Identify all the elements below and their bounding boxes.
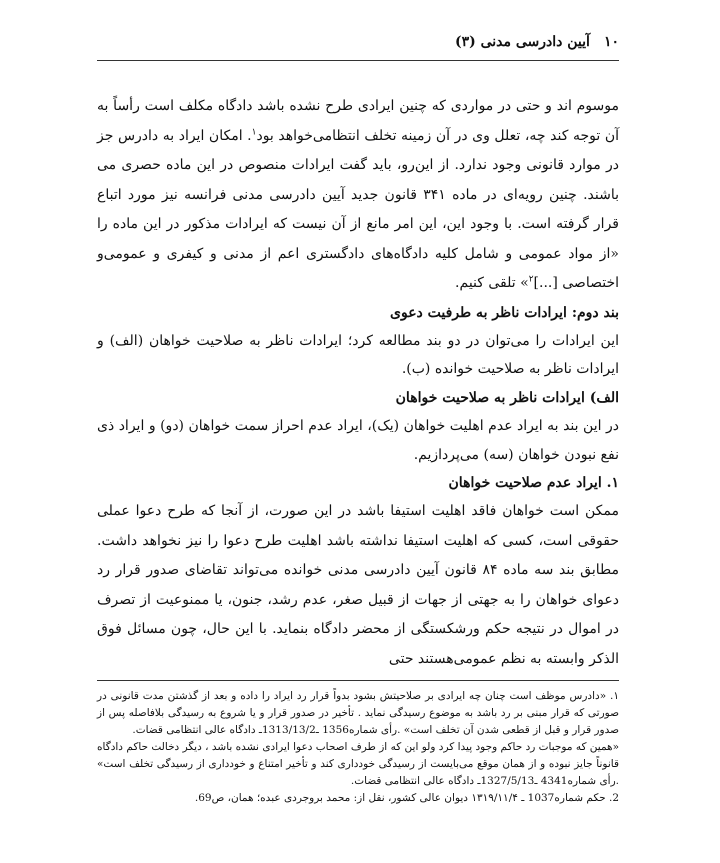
footnote-1: ۱. «دادرس موظف است چنان چه ایرادی بر صلاحیتش بشود بدواً قرار رد ایراد را داده و بعد از گذشتن مدت قانونی در صورتی که قرار مبنی بر رد باشد به موضوع رسیدگی نماید . تأخیر در صدور قرار و یا شروع به رسیدگی بلافاصله پس از صدور قرار و قبل از قطعی شدن آن تخلف است» .رأی شماره1356 ـ1313/13/2ـ دادگاه عالی انتظامی قضات. bbox=[97, 690, 619, 736]
footnote-ref[interactable]: ۲ bbox=[528, 274, 534, 285]
footnote-1-continued: «همین که موجبات رد حاکم وجود پیدا کرد ولو این که از طرف اصحاب دعوا ایرادی نشده باشد ، دیگر دخالت حاکم دادگاه قانوناً جایز نبوده و از همان موقع می‌بایست از رسیدگی خودداری کند و تأخیر امتناع و خودداری از رسیدگی تخلف است» .رأی شماره4341 ـ1327/5/13ـ دادگاه عالی انتظامی قضات. bbox=[97, 741, 619, 787]
footnotes bbox=[97, 688, 619, 807]
subsubsection-heading: ۱. ایراد عدم صلاحیت خواهان bbox=[448, 474, 619, 491]
main-text bbox=[97, 92, 619, 674]
subsection-heading: الف) ایرادات ناظر به صلاحیت خواهان bbox=[395, 389, 619, 406]
footnote-2: 2. حکم شماره1037 ـ ۱۳۱۹/۱۱/۴ دیوان عالی کشور، نقل از: محمد بروجردی عبده؛ همان، ص69. bbox=[194, 792, 619, 804]
page-number: ۱۰ bbox=[603, 34, 619, 50]
header-rule bbox=[97, 60, 619, 61]
running-title: آیین دادرسی مدنی (۳) bbox=[454, 34, 590, 50]
paragraph-text: . امکان ایراد به دادرس جز در موارد قانونی وجود ندارد. از این‌رو، باید گفت ایرادات منصوص در این ماده حصری می باشند. چنین رویه‌ای در ماده ۳۴۱ قانون جدید آیین دادرسی مدنی فرانسه نیز مورد اتباع قرار گرفته است. با وجود این، این امر مانع از آن نیست که ایرادات مذکور در این ماده را «از مواد عمومی و شامل کلیه دادگاه‌های دادگستری اعم از مدنی و کیفری و عمومی‌و اختصاصی [...] bbox=[97, 127, 620, 291]
footnote-ref[interactable]: ۱ bbox=[251, 126, 257, 137]
paragraph-text: » تلقی کنیم. bbox=[455, 275, 529, 291]
paragraph: این ایرادات را می‌توان در دو بند مطالعه کرد؛ ایرادات ناظر به صلاحیت خواهان (الف) و ایرادات ناظر به صلاحیت خوانده (ب). bbox=[97, 332, 619, 378]
running-header bbox=[97, 34, 619, 50]
paragraph-text: موسوم اند و حتی در مواردی که چنین ایرادی طرح نشده باشد دادگاه مکلف است رأساً به آن توجه کند چه، تعلل وی در آن زمینه تخلف انتظامی‌خواهد بود bbox=[97, 98, 619, 144]
paragraph: در این بند به ایراد عدم اهلیت خواهان (یک)، ایراد عدم احراز سمت خواهان (دو) و ایراد ذی نفع نبودن خواهان (سه) می‌پردازیم. bbox=[97, 418, 619, 463]
footnote-rule bbox=[97, 680, 619, 681]
section-heading: بند دوم: ایرادات ناظر به طرفیت دعوی bbox=[390, 304, 619, 321]
paragraph bbox=[97, 92, 619, 299]
paragraph: ممکن است خواهان فاقد اهلیت استیفا باشد در این صورت، از آنجا که طرح دعوا عملی حقوقی است، کسی که اهلیت استیفا نداشته باشد اهلیت طرح دعوا را نیز نخواهد داشت. مطابق بند سه ماده ۸۴ قانون آیین دادرسی مدنی خوانده می‌تواند تقاضای صدور قرار رد دعوای خواهان را به جهتی از جهات از قبیل صغر، عدم رشد، جنون، یا ممنوعیت از تصرف در اموال در نتیجه حکم ورشکستگی از محضر دادگاه بنماید. با این حال، چون مسائل فوق الذکر وابسته به نظم عمومی‌هستند حتی bbox=[97, 503, 619, 667]
